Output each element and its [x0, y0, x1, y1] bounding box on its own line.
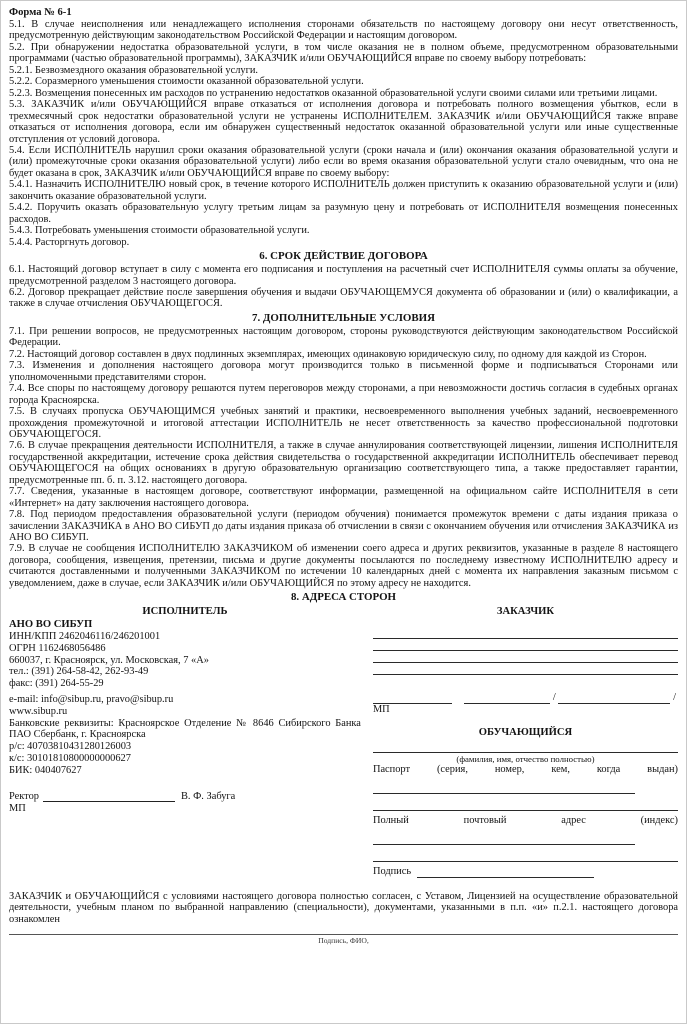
fio-caption: (фамилия, имя, отчество полностью)	[456, 753, 595, 764]
address-blank	[373, 833, 635, 845]
customer-stamp-label: МП	[372, 704, 390, 716]
executor-stamp-label: МП	[9, 802, 26, 814]
agreement-acknowledgement: ЗАКАЗЧИК и ОБУЧАЮЩИЙСЯ с условиями настоящего договора полностью согласен, с Уставом, Лицензией на осуществление образовательной деятельности, учебным планом по выбранной направлению (специальности), документами, указанными в п.п. «и» п.2.1. настоящего договора ознакомлен	[9, 890, 678, 925]
footer-signature-line	[9, 934, 678, 935]
contract-clause: 5.4.4. Расторгнуть договор.	[9, 236, 130, 248]
executor-details	[9, 631, 361, 777]
address-caption-row: Полный почтовый адрес (индекс)	[372, 814, 678, 826]
executor-detail-line: 660037, г. Красноярск, ул. Московская, 7 «А»	[9, 654, 209, 666]
slash-separator: /	[552, 692, 556, 704]
signature-label: Подпись	[372, 865, 412, 877]
contract-clause: 5.2.1. Безвозмездного оказания образовательной услуги.	[9, 64, 258, 76]
contract-clause: 7.5. В случаях пропуска ОБУЧАЮЩИМСЯ учебных занятий и практики, несвоевременного выполнения учебных заданий, несвоевременного прохождения промежуточной и итоговой аттестации ИСПОЛНИТЕЛЬ не несет ответственность за качество профессиональной подготовки ОБУЧАЮЩЕГОСЯ.	[9, 406, 678, 440]
contract-clause: 5.4.1. Назначить ИСПОЛНИТЕЛЮ новый срок, в течение которого ИСПОЛНИТЕЛЬ должен приступить к оказанию образовательной услуги и (или) закончить оказание образовательной услуги.	[9, 179, 678, 202]
executor-detail-line: БИК: 040407627	[9, 764, 82, 776]
contract-clause: 6.1. Настоящий договор вступает в силу с момента его подписания и поступления на расчетный счет ИСПОЛНИТЕЛЯ суммы оплаты за обучение, предусмотренной разделом 3 настоящего договора.	[9, 264, 678, 287]
rector-label: Ректор	[9, 790, 39, 802]
student-heading: ОБУЧАЮЩИЙСЯ	[478, 727, 573, 739]
signature-blank	[558, 693, 670, 704]
customer-heading: ЗАКАЗЧИК	[496, 606, 555, 618]
contract-clause: 6.2. Договор прекращает действие после завершения обучения и выдачи ОБУЧАЮЩЕМУСЯ документа об образовании и (или) о квалификации, а также в случае отчисления ОБУЧАЮЩЕГОСЯ.	[9, 286, 678, 310]
customer-column	[373, 605, 678, 877]
student-fio-blank	[373, 740, 678, 752]
section-5-paragraphs	[9, 19, 678, 248]
student-signature-row	[373, 866, 678, 878]
section-6-paragraphs	[9, 264, 678, 310]
section-6-heading: 6. СРОК ДЕЙСТВИЕ ДОГОВОРА	[259, 250, 428, 263]
contract-clause: 7.3. Изменения и дополнения настоящего договора могут производится только в письменной форме и подписываться Сторонами или уполномоченными представителями сторон.	[9, 360, 678, 383]
section-7-paragraphs	[9, 326, 678, 589]
executor-detail-line: ИНН/КПП 2462046116/246201001	[9, 631, 161, 643]
contract-clause: 5.4.2. Поручить оказать образовательную услугу третьим лицам за разумную цену и потребовать от ИСПОЛНИТЕЛЯ возмещения понесенных расходов.	[9, 202, 678, 225]
blank-fill-line	[373, 651, 678, 663]
slash-separator: /	[673, 692, 676, 704]
contract-clause: 5.4. Если ИСПОЛНИТЕЛЬ нарушил сроки оказания образовательной услуги (сроки начала и (или) окончания оказания образовательной услуги и (или) промежуточные сроки оказания образовательной услуги) либо если во время оказания образовательной услуги стало очевидным, что она не будет оказана в срок, ЗАКАЗЧИК и/или ОБУЧАЮЩИЙСЯ вправе по своему выбору:	[9, 144, 678, 179]
executor-detail-line: факс: (391) 264-55-29	[9, 678, 104, 690]
passport-caption-row: Паспорт (серия, номер, кем, когда выдан)	[372, 763, 678, 775]
executor-detail-line: р/с: 40703810431280126003	[9, 741, 132, 753]
signature-blank	[373, 693, 452, 704]
contract-clause: 7.9. В случае не сообщения ИСПОЛНИТЕЛЮ ЗАКАЗЧИКОМ об изменении соего адреса и других реквизитов, указанные в разделе 8 настоящего договора, сообщения, извещения, претензии, письма и другие документы посылаются по последнему известному ИСПОЛНИТЕЛЮ адресу и считаются доставленными и полученными ЗАКАЗЧИКОМ по истечении 10 календарных дней с момента их направления заказным письмом с уведомлением, даже в случае, если ЗАКАЗЧИК и/или ОБУЧАЮЩИЙСЯ по этому адресу не находится.	[9, 543, 678, 589]
contract-clause: 5.2. При обнаружении недостатка образовательной услуги, в том числе оказания не в полном объеме, предусмотренном образовательными программами (частью образовательной программы), ЗАКАЗЧИК и/или ОБУЧАЮЩИЙСЯ вправе по своему выбору потребовать:	[9, 41, 678, 65]
executor-column	[9, 605, 361, 877]
contract-clause: 7.1. При решении вопросов, не предусмотренных настоящим договором, стороны руководствуются действующим законодательством Российской Федерации.	[9, 325, 678, 349]
contract-clause: 7.6. В случае прекращения деятельности ИСПОЛНИТЕЛЯ, а также в случае аннулирования соответствующей лицензии, лишения ИСПОЛНИТЕЛЯ государственной аккредитации, истечение срока действия свидетельства о государственной аккредитации ИСПОЛНИТЕЛЬ обеспечивает перевод ОБУЧАЮЩЕГОСЯ на общих основаниях в другую образовательную организацию соответствующего типа, а также предоставляет гарантии, предусмотренные пп. б. п. 3.12. настоящего договора.	[9, 440, 678, 486]
contract-clause: 7.4. Все споры по настоящему договору решаются путем переговоров между сторонами, а при невозможности достичь согласия в судебных органах города Красноярска.	[9, 383, 678, 406]
rector-name: В. Ф. Забуга	[180, 790, 236, 802]
addresses-columns	[9, 605, 678, 877]
passport-blank	[373, 798, 678, 810]
section-8-heading: 8. АДРЕСА СТОРОН	[290, 591, 397, 604]
executor-detail-line: Банковские реквизиты: Красноярское Отделение № 8646 Сибирского Банка ПАО Сбербанк, г. Красноярска	[9, 717, 361, 741]
section-7-heading: 7. ДОПОЛНИТЕЛЬНЫЕ УСЛОВИЯ	[252, 311, 435, 324]
contract-clause: 5.4.3. Потребовать уменьшения стоимости образовательной услуги.	[9, 225, 310, 237]
executor-detail-line: к/с: 30101810800000000627	[9, 753, 131, 765]
form-number-label: Форма № 6-1	[9, 7, 72, 18]
executor-org-name: АНО ВО СИБУП	[9, 619, 93, 631]
contract-clause: 7.7. Сведения, указанные в настоящем договоре, соответствуют информации, размещенной на официальном сайте ИСПОЛНИТЕЛЯ в сети «Интернет» на дату заключения настоящего договора.	[9, 486, 678, 509]
passport-blank	[373, 782, 635, 794]
signature-blank	[417, 867, 594, 878]
rector-signature-blank	[43, 791, 175, 802]
contract-clause: 7.8. Под периодом предоставления образовательной услуги (периодом обучения) понимается промежуток времени с даты издания приказа о зачислении ЗАКАЗЧИКА в АНО ВО СИБУП до даты издания приказа об отчислении в связи с окончанием обучения или отчисления ЗАКАЗЧИКА из АНО ВО СИБУП.	[9, 509, 678, 544]
customer-address-blanks	[373, 626, 678, 675]
executor-detail-line: тел.: (391) 264-58-42, 262-93-49	[9, 666, 149, 678]
customer-signature-row	[373, 692, 678, 704]
contract-clause: 5.2.2. Соразмерного уменьшения стоимости оказанной образовательной услуги.	[9, 76, 364, 88]
address-blank	[373, 849, 678, 861]
executor-detail-line: ОГРН 1162468056486	[9, 642, 106, 654]
contract-clause: 7.2. Настоящий договор составлен в двух подлинных экземплярах, имеющих одинаковую юридическую силу, по одному для каждой из Сторон.	[9, 348, 647, 360]
blank-fill-line	[373, 626, 678, 638]
signature-blank	[464, 693, 549, 704]
blank-fill-line	[373, 639, 678, 651]
blank-fill-line	[373, 663, 678, 675]
rector-signature-row	[9, 791, 361, 803]
contract-clause: 5.2.3. Возмещения понесенных им расходов по устранению недостатков оказанной образовательной услуги своими силами или третьими лицами.	[9, 87, 658, 99]
footer-signature-caption: Подпись, ФИО,	[318, 936, 369, 946]
executor-heading: ИСПОЛНИТЕЛЬ	[142, 606, 228, 618]
contract-clause: 5.3. ЗАКАЗЧИК и/или ОБУЧАЮЩИЙСЯ вправе отказаться от исполнения договора и потребовать полного возмещения убытков, если в трехмесячный срок недостатки образовательной услуги не устранены ИСПОЛНИТЕЛЕМ. ЗАКАЗЧИК и/или ОБУЧАЮЩИЙСЯ также вправе отказаться от исполнения договора, если им обнаружен существенный недостаток оказанной образовательной услуги или иные существенные отступления от условий договора.	[9, 99, 678, 145]
executor-detail-line: e-mail: info@sibup.ru, pravo@sibup.ru	[9, 694, 174, 706]
executor-detail-line: www.sibup.ru	[9, 705, 68, 717]
contract-clause: 5.1. В случае неисполнения или ненадлежащего исполнения сторонами обязательств по настоящему договору они несут ответственность, предусмотренную действующим законодательством Российской Федерации и настоящим договором.	[9, 19, 678, 42]
